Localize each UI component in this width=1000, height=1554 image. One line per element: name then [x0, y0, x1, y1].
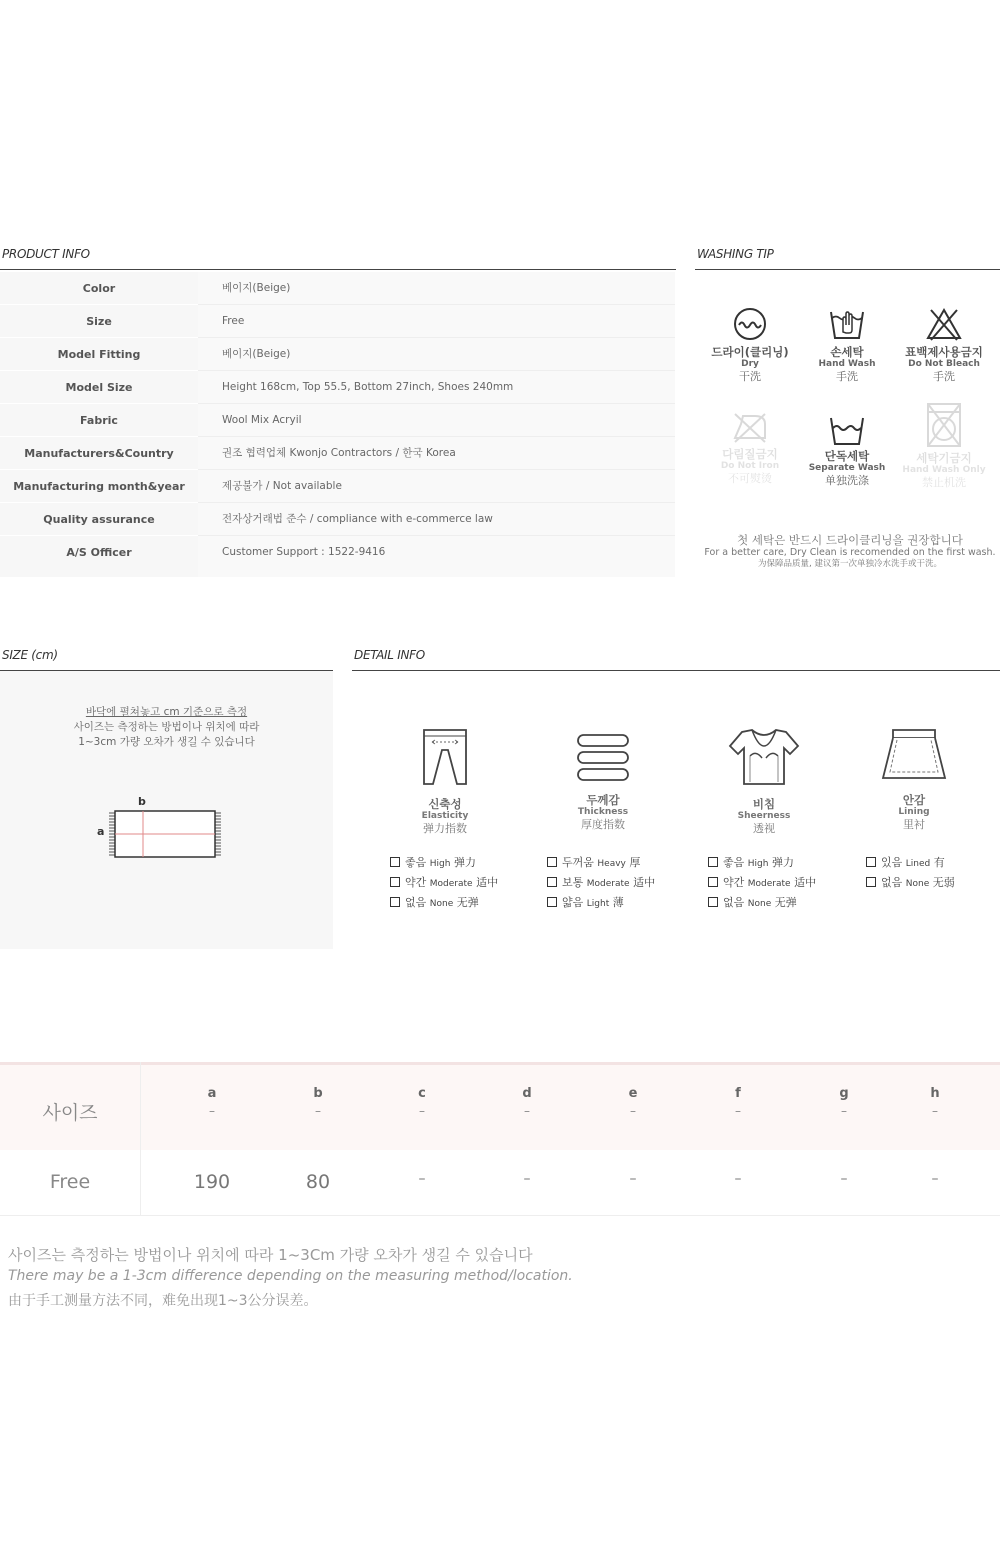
size-value-c: –: [418, 1171, 426, 1187]
row-label-manufacturing-date: Manufacturing month&year: [13, 480, 185, 493]
column-header-c: c –: [418, 1086, 426, 1118]
wash-note-en: For a better care, Dry Clean is recomended on the first wash.: [704, 547, 996, 558]
option-sheerness-moderate[interactable]: 약간 Moderate 适中: [708, 876, 816, 891]
row-value-size: Free: [198, 305, 675, 338]
product-info-table: [0, 272, 675, 577]
row-value-color: 베이지(Beige): [198, 272, 675, 305]
footnote-ko: 사이즈는 측정하는 방법이나 위치에 따라 1~3Cm 가량 오차가 생길 수 있습니다: [8, 1246, 533, 1264]
hand-wash-icon: [828, 306, 866, 342]
option-thickness-heavy[interactable]: 두꺼움 Heavy 厚: [547, 856, 640, 871]
row-value-quality: 전자상거래법 준수 / compliance with e-commerce law: [198, 503, 675, 536]
detail-info-title: DETAIL INFO: [354, 648, 425, 662]
separate-wash-icon: [828, 414, 866, 446]
detail-elasticity: [395, 728, 495, 835]
row-label-color: Color: [82, 282, 116, 295]
row-label-fabric: Fabric: [80, 414, 118, 427]
wash-label-cn: 干洗: [739, 370, 761, 383]
row-label-quality: Quality assurance: [43, 513, 155, 526]
column-header-a: a –: [207, 1086, 217, 1118]
row-value-manufacturing-date: 제공불가 / Not available: [198, 470, 675, 503]
checkbox[interactable]: [708, 897, 718, 907]
size-title: SIZE (cm): [2, 648, 58, 662]
detail-label-cn: 透视: [753, 822, 775, 835]
detail-label-cn: 里衬: [903, 818, 925, 831]
checkbox[interactable]: [547, 877, 557, 887]
no-iron-icon: [731, 410, 769, 444]
thickness-icon: [575, 732, 631, 784]
row-value-model-fitting: 베이지(Beige): [198, 338, 675, 371]
option-sheerness-none[interactable]: 없음 None 无弹: [708, 896, 797, 911]
option-lining-lined[interactable]: 있음 Lined 有: [866, 856, 945, 871]
size-label-b: b: [138, 795, 146, 808]
wash-label-ko: 다림질금지: [722, 447, 778, 461]
checkbox[interactable]: [390, 897, 400, 907]
wash-label-en: Hand Wash Only: [902, 465, 986, 475]
detail-label-ko: 비침: [752, 797, 776, 811]
wash-label-ko: 단독세탁: [824, 449, 870, 463]
hand-wash-only-icon: [924, 402, 964, 448]
option-thickness-light[interactable]: 얇음 Light 薄: [547, 896, 624, 911]
size-row-label: Free: [49, 1171, 91, 1193]
elasticity-icon: [420, 728, 470, 788]
wash-label-en: Dry: [741, 359, 759, 369]
table-row: [0, 338, 675, 371]
detail-label-ko: 안감: [902, 793, 926, 807]
wash-note-ko: 첫 세탁은 반드시 드라이클리닝을 권장합니다: [737, 533, 963, 547]
option-thickness-moderate[interactable]: 보통 Moderate 适中: [547, 876, 655, 891]
wash-label-ko: 드라이(클리닝): [711, 345, 789, 359]
option-elasticity-high[interactable]: 좋음 High 弹力: [390, 856, 476, 871]
detail-label-cn: 弹力指数: [423, 822, 467, 835]
detail-label-en: Thickness: [577, 807, 629, 817]
sheerness-icon: [728, 728, 800, 788]
wash-label-ko: 표백제사용금지: [905, 345, 983, 359]
wash-item-no-iron: [700, 410, 800, 485]
size-table-divider: [140, 1062, 141, 1216]
wash-label-en: Do Not Iron: [720, 461, 780, 471]
detail-label-en: Elasticity: [421, 811, 469, 821]
checkbox[interactable]: [547, 897, 557, 907]
detail-info-rule: [352, 670, 1000, 671]
table-row: [0, 305, 675, 338]
checkbox[interactable]: [547, 857, 557, 867]
dry-clean-icon: [732, 306, 768, 342]
checkbox[interactable]: [708, 877, 718, 887]
size-value-d: –: [523, 1171, 531, 1187]
row-value-fabric: Wool Mix Acryil: [198, 404, 675, 437]
column-header-e: e –: [628, 1086, 638, 1118]
option-elasticity-none[interactable]: 없음 None 无弹: [390, 896, 479, 911]
size-label-a: a: [97, 825, 105, 838]
size-note-line2: 사이즈는 측정하는 방법이나 위치에 따라: [73, 721, 260, 733]
table-row: [0, 470, 675, 503]
row-value-manufacturers: 권조 협력업체 Kwonjo Contractors / 한국 Korea: [198, 437, 675, 470]
wash-item-hand-wash-only: [894, 402, 994, 489]
checkbox[interactable]: [390, 877, 400, 887]
checkbox[interactable]: [390, 857, 400, 867]
size-value-a: 190: [193, 1171, 231, 1193]
table-row: [0, 371, 675, 404]
detail-label-en: Sheerness: [737, 811, 791, 821]
option-elasticity-moderate[interactable]: 약간 Moderate 适中: [390, 876, 498, 891]
table-row: [0, 503, 675, 536]
detail-label-ko: 신축성: [428, 797, 462, 811]
row-label-as-officer: A/S Officer: [66, 546, 132, 559]
lining-icon: [879, 728, 949, 784]
row-label-manufacturers: Manufacturers&Country: [24, 447, 174, 460]
column-header-b: b –: [313, 1086, 323, 1118]
row-label-model-fitting: Model Fitting: [57, 348, 141, 361]
footnote-cn: 由于手工测量方法不同，难免出现1~3公分误差。: [8, 1293, 318, 1309]
table-row: [0, 404, 675, 437]
column-header-h: h –: [930, 1086, 940, 1118]
size-note-line3: 1~3cm 가량 오차가 생길 수 있습니다: [78, 736, 255, 748]
washing-tip-rule: [695, 269, 1000, 270]
table-row: [0, 272, 675, 305]
wash-label-cn: 单独洗涤: [825, 474, 869, 487]
size-note-line1: 바닥에 펼쳐놓고 cm 기준으로 측정: [85, 706, 248, 718]
table-row: [0, 437, 675, 470]
checkbox[interactable]: [708, 857, 718, 867]
size-value-e: –: [629, 1171, 637, 1187]
row-label-model-size: Model Size: [65, 381, 133, 394]
detail-sheerness: [714, 728, 814, 835]
size-value-b: 80: [305, 1171, 331, 1193]
wash-label-en: Separate Wash: [808, 463, 886, 473]
wash-item-hand-wash: [797, 306, 897, 383]
wash-label-cn: 禁止机洗: [922, 476, 966, 489]
wash-item-dry: [700, 306, 800, 383]
detail-thickness: [553, 732, 653, 831]
detail-label-en: Lining: [898, 807, 930, 817]
row-label-size: Size: [86, 315, 112, 328]
size-table-header: [0, 1062, 1000, 1150]
size-table: [0, 1062, 1000, 1216]
wash-label-cn: 不可熨烫: [728, 472, 772, 485]
detail-lining: [864, 728, 964, 831]
wash-label-en: Do Not Bleach: [908, 359, 980, 369]
option-lining-none[interactable]: 없음 None 无弱: [866, 876, 955, 891]
wash-label-cn: 手洗: [933, 370, 955, 383]
column-header-d: d –: [522, 1086, 532, 1118]
wash-label-ko: 세탁기금지: [916, 451, 972, 465]
wash-item-separate-wash: [797, 414, 897, 487]
row-value-as-officer: Customer Support : 1522-9416: [198, 536, 675, 577]
scarf-diagram-icon: [108, 809, 224, 861]
wash-label-ko: 손세탁: [830, 345, 864, 359]
size-value-h: –: [931, 1171, 939, 1187]
size-box: [0, 671, 333, 949]
checkbox[interactable]: [866, 877, 876, 887]
detail-label-ko: 두께감: [586, 793, 620, 807]
wash-note-cn: 为保障品质量, 建议第一次单独冷水洗手或干洗。: [758, 559, 942, 569]
washing-tip-title: WASHING TIP: [697, 247, 774, 261]
row-value-model-size: Height 168cm, Top 55.5, Bottom 27inch, Shoes 240mm: [198, 371, 675, 404]
wash-label-cn: 手洗: [836, 370, 858, 383]
no-bleach-icon: [925, 306, 963, 342]
column-header-f: f –: [735, 1086, 741, 1118]
size-value-f: –: [734, 1171, 742, 1187]
option-sheerness-high[interactable]: 좋음 High 弹力: [708, 856, 794, 871]
table-row: [0, 536, 675, 577]
product-info-title: PRODUCT INFO: [2, 247, 90, 261]
size-table-header-label: 사이즈: [42, 1102, 98, 1124]
table-row: [0, 1150, 1000, 1216]
wash-item-no-bleach: [894, 306, 994, 383]
wash-label-en: Hand Wash: [818, 359, 876, 369]
product-info-rule: [0, 269, 676, 270]
detail-label-cn: 厚度指数: [581, 818, 625, 831]
footnote-en: There may be a 1-3cm difference depending on the measuring method/location.: [8, 1268, 573, 1284]
size-value-g: –: [840, 1171, 848, 1187]
column-header-g: g –: [839, 1086, 849, 1118]
checkbox[interactable]: [866, 857, 876, 867]
